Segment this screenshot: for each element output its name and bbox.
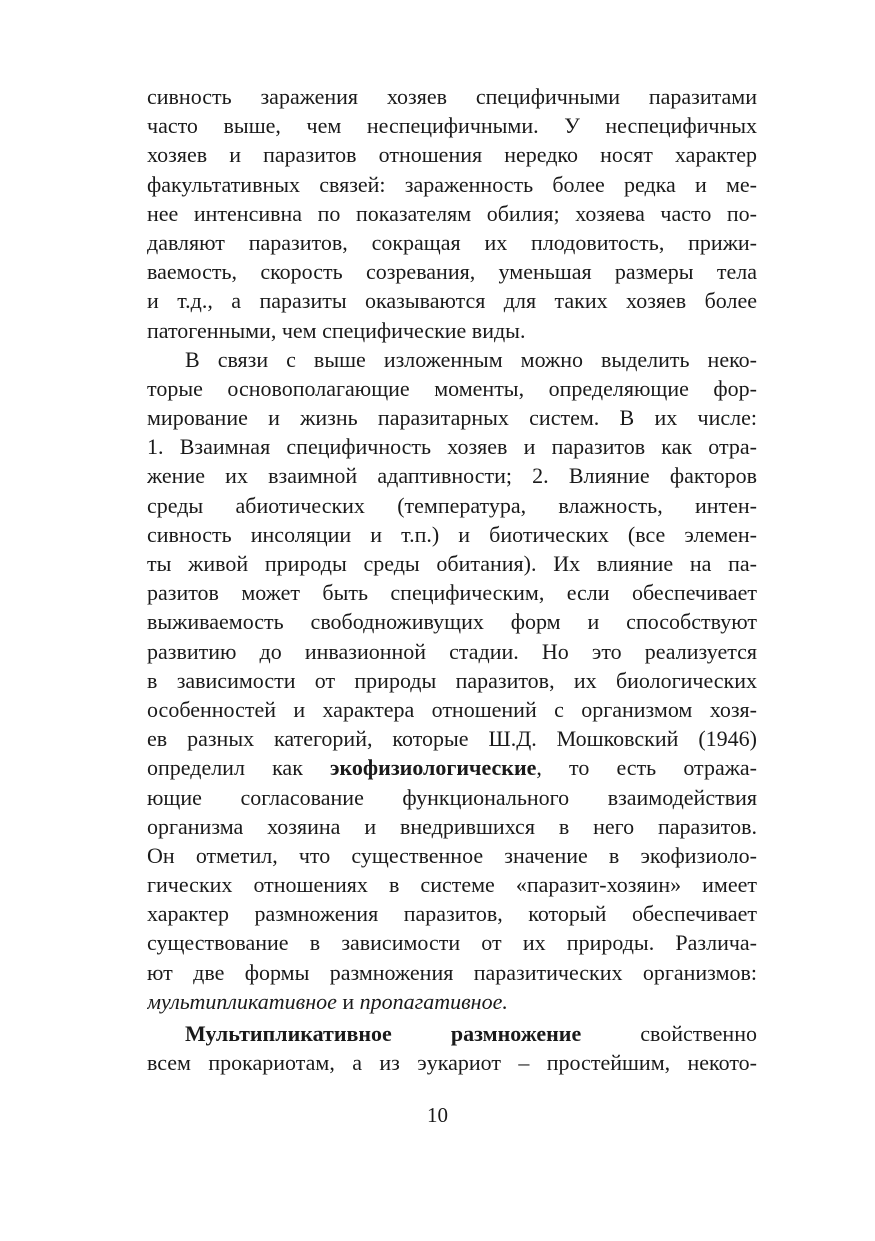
text-line: торые основополагающие моменты, определяющие фор- [147, 375, 757, 401]
text-line: сивность инсоляции и т.п.) и биотических (все элемен- [147, 521, 757, 547]
paragraph-1 [147, 82, 757, 345]
text-line: Он отметил, что существенное значение в экофизиоло- [147, 842, 757, 868]
text-line: ющие согласование функционального взаимодействия [147, 784, 757, 810]
text-line: разитов может быть специфическим, если обеспечивает [147, 580, 757, 606]
italic-term: мультипликативное [147, 988, 337, 1014]
text-line: 1. Взаимная специфичность хозяев и паразитов как отра- [147, 434, 757, 460]
text-line: организма хозяина и внедрившихся в него паразитов. [147, 813, 757, 839]
text-line-with-bold-term [147, 753, 757, 782]
text-line: нее интенсивна по показателям обилия; хозяева часто по- [147, 200, 757, 226]
italic-term: пропагативное. [359, 988, 508, 1014]
text-run: свойственно [581, 1021, 757, 1046]
paragraph-2 [147, 345, 757, 1016]
text-line: хозяев и паразитов отношения нередко носят характер [147, 142, 757, 168]
text-line-with-bold-term [147, 1019, 757, 1048]
text-line: жение их взаимной адаптивности; 2. Влияние факторов [147, 463, 757, 489]
text-line: факультативных связей: зараженность более редка и ме- [147, 171, 757, 197]
paragraph-3 [147, 1019, 757, 1077]
text-line: часто выше, чем неспецифичными. У неспецифичных [147, 113, 757, 139]
text-line: ев разных категорий, которые Ш.Д. Мошковский (1946) [147, 726, 757, 752]
text-line: патогенными, чем специфические виды. [147, 317, 526, 343]
text-line: ты живой природы среды обитания). Их влияние на па- [147, 551, 757, 576]
text-line: сивность заражения хозяев специфичными паразитами [147, 84, 757, 109]
text-line: особенностей и характера отношений с организмом хозя- [147, 696, 757, 722]
text-line: ваемость, скорость созревания, уменьшая размеры тела [147, 259, 757, 285]
text-line: давляют паразитов, сокращая их плодовитость, прижи- [147, 229, 757, 255]
bold-term: экофизиологические [330, 755, 537, 781]
text-line: В связи с выше изложенным можно выделить неко- [185, 346, 757, 372]
text-run: определил как [147, 755, 331, 781]
text-line: в зависимости от природы паразитов, их биологических [147, 667, 757, 693]
text-run: , то есть отража- [536, 755, 757, 781]
text-line: среды абиотических (температура, влажность, интен- [147, 492, 757, 518]
text-line: гических отношениях в системе «паразит-хозяин» имеет [147, 872, 757, 898]
text-line: ют две формы размножения паразитических организмов: [147, 959, 757, 985]
text-line: характер размножения паразитов, который обеспечивает [147, 901, 757, 927]
text-line: развитию до инвазионной стадии. Но это реализуется [147, 638, 757, 664]
page-body [147, 82, 757, 1077]
bold-term: Мультипликативное размножение [185, 1021, 582, 1046]
text-line: существование в зависимости от их природы. Различа- [147, 930, 757, 956]
page-number: 10 [427, 1103, 448, 1127]
text-run: и [336, 988, 360, 1014]
text-line: выживаемость свободноживущих форм и способствуют [147, 609, 757, 635]
text-line: и т.д., а паразиты оказываются для таких хозяев более [147, 288, 757, 314]
text-line-with-italic-terms [147, 987, 757, 1016]
text-line: мирование и жизнь паразитарных систем. В их числе: [147, 405, 757, 431]
text-line: всем прокариотам, а из эукариот – простейшим, некото- [147, 1050, 757, 1076]
